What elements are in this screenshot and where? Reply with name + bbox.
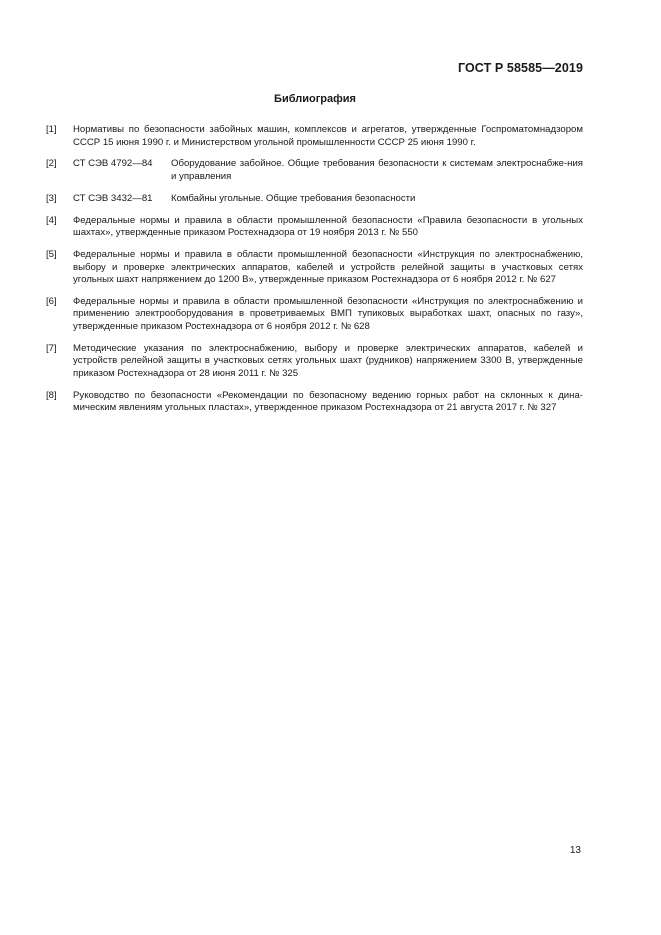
standard-code: СТ СЭВ 4792—84 <box>73 158 153 170</box>
entry-text: Руководство по безопасности «Рекомендации по безопасному ведению горных работ на склонных к дина-мическим явлениям угольных пластах», утвержденное приказом Ростехнадзора от 21 августа 2017 г. № 327 <box>73 389 583 414</box>
standard-entry <box>73 158 583 183</box>
bibliography-entry <box>46 215 583 240</box>
bibliography-list <box>46 124 583 424</box>
entry-text: Оборудование забойное. Общие требования безопасности к системам электроснабже-ния и управления <box>171 158 583 182</box>
standard-code: СТ СЭВ 3432—81 <box>73 192 153 204</box>
entry-text: Комбайны угольные. Общие требования безопасности <box>171 192 416 204</box>
bibliography-entry <box>46 158 583 183</box>
entry-number: [2] <box>46 158 57 170</box>
entry-number: [6] <box>46 295 57 307</box>
bibliography-entry <box>46 390 583 415</box>
standard-entry <box>73 193 583 206</box>
bibliography-entry <box>46 124 583 149</box>
entry-text: Федеральные нормы и правила в области промышленной безопасности «Правила безопасности в угольных шахтах», утвержденные приказом Ростехнадзора от 19 ноября 2013 г. № 550 <box>73 214 583 239</box>
bibliography-entry <box>46 193 583 206</box>
entry-number: [5] <box>46 248 57 260</box>
entry-number: [7] <box>46 342 57 354</box>
page-number: 13 <box>569 845 581 856</box>
entry-number: [3] <box>46 192 57 204</box>
entry-text: Федеральные нормы и правила в области промышленной безопасности «Инструкция по электроснабжению, выбору и проверке электрических аппаратов, кабелей и устройств релейной защиты в участковых сетях угольных шахт напряжением до 1200 В», утвержденные приказом Ростехнадзора от 6 ноября 2012 г. № 627 <box>73 248 583 286</box>
entry-text: Нормативы по безопасности забойных машин, комплексов и агрегатов, утвержденные Госпроматомнадзором СССР 15 июня 1990 г. и Министерством угольной промышленности СССР 25 июня 1990 г. <box>73 124 583 148</box>
bibliography-entry <box>46 343 583 381</box>
page-title: Библиография <box>274 93 356 105</box>
document-code: ГОСТ Р 58585—2019 <box>457 61 583 75</box>
bibliography-entry <box>46 249 583 287</box>
entry-text: Федеральные нормы и правила в области промышленной безопасности «Инструкция по электроснабжению и применению электрооборудования в проветриваемых ВМП тупиковых выработках шахт, опасных по газу», утвержденные приказом Ростехнадзора от 6 ноября 2012 г. № 628 <box>73 295 583 333</box>
entry-number: [1] <box>46 124 57 135</box>
entry-number: [8] <box>46 389 57 401</box>
bibliography-entry <box>46 296 583 334</box>
entry-text: Методические указания по электроснабжению, выбору и проверке электрических аппаратов, кабелей и устройств релейной защиты в участковых сетях угольных шахт (рудников) напряжением 3300 В, утвержденные приказом Ростехнадзора от 28 июня 2011 г. № 325 <box>73 342 583 380</box>
entry-number: [4] <box>46 214 57 226</box>
